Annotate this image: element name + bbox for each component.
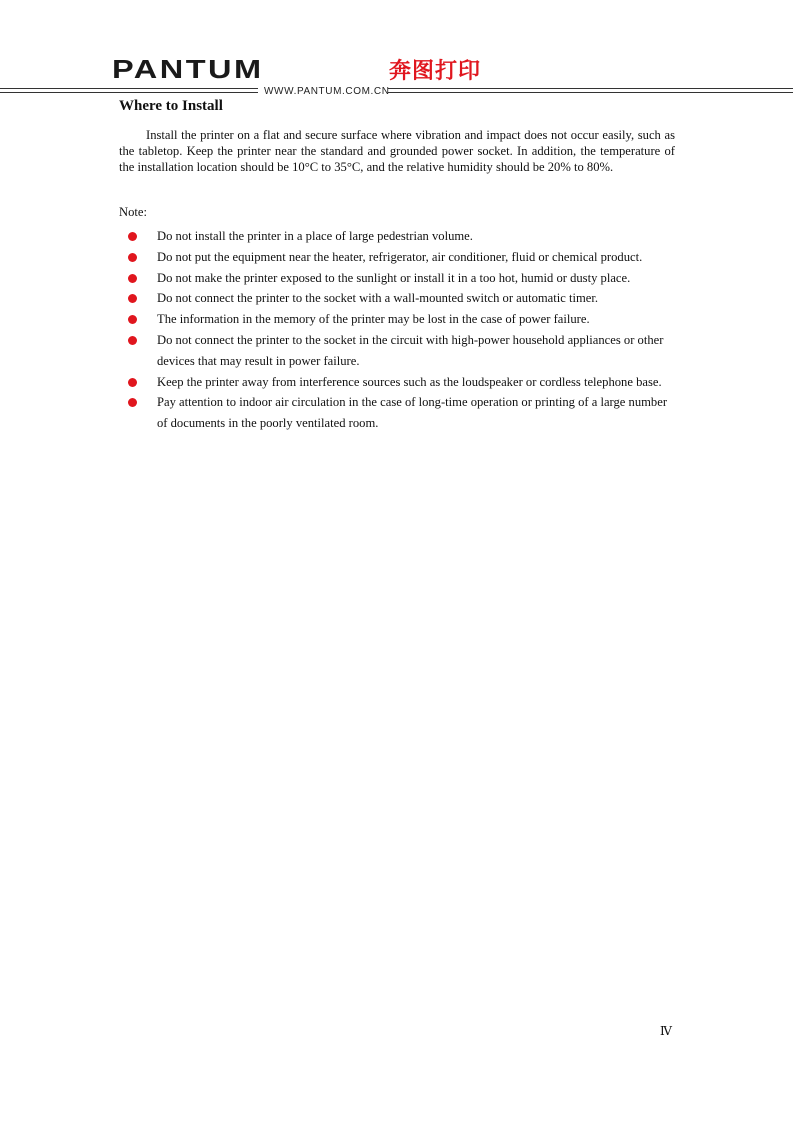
note-label: Note: [119,205,147,219]
pantum-logo [112,54,482,84]
list-item [128,330,680,372]
section-title: Where to Install [119,98,223,114]
header-rule-right [388,87,793,97]
bullet-dot-icon [128,253,137,262]
bullet-dot-icon [128,378,137,387]
note-text: Do not install the printer in a place of large pedestrian volume. [157,229,473,243]
bullet-dot-icon [128,315,137,324]
intro-paragraph: Install the printer on a flat and secure surface where vibration and impact does not occur easily, such as the tabletop. Keep the printer near the standard and grounded power socket. In addition, the temperature of the installation location should be 10°C to 35°C, and the relative humidity should be 20% to 80%. [119,128,675,174]
list-item [128,392,680,434]
note-text: Do not put the equipment near the heater, refrigerator, air conditioner, fluid or chemical product. [157,249,643,264]
note-text: Do not connect the printer to the socket with a wall-mounted switch or automatic timer. [157,291,599,306]
note-text: The information in the memory of the printer may be lost in the case of power failure. [157,312,590,327]
note-text: Keep the printer away from interference sources such as the loudspeaker or cordless telephone base. [157,374,662,389]
list-item [128,226,680,247]
header-rule-left [0,87,258,97]
logo-chinese-name: 奔图打印 [389,59,482,84]
logo-wordmark: PANTUM [112,54,264,84]
bullet-dot-icon [128,398,137,407]
page-number: Ⅳ [660,1024,672,1038]
bullet-dot-icon [128,232,137,241]
notes-list [128,226,680,434]
bullet-dot-icon [128,336,137,345]
bullet-dot-icon [128,294,137,303]
website-url: WWW.PANTUM.COM.CN [264,86,390,97]
note-text: Do not make the printer exposed to the sunlight or install it in a too hot, humid or dusty place. [157,270,631,285]
bullet-dot-icon [128,274,137,283]
list-item [128,247,680,268]
note-text: Pay attention to indoor air circulation in the case of long-time operation or printing of a large number of documents in the poorly ventilated room. [157,395,668,431]
list-item [128,309,680,330]
list-item [128,288,680,309]
note-text: Do not connect the printer to the socket in the circuit with high-power household appliances or other devices that may result in power failure. [157,332,664,368]
list-item [128,268,680,289]
list-item [128,372,680,393]
